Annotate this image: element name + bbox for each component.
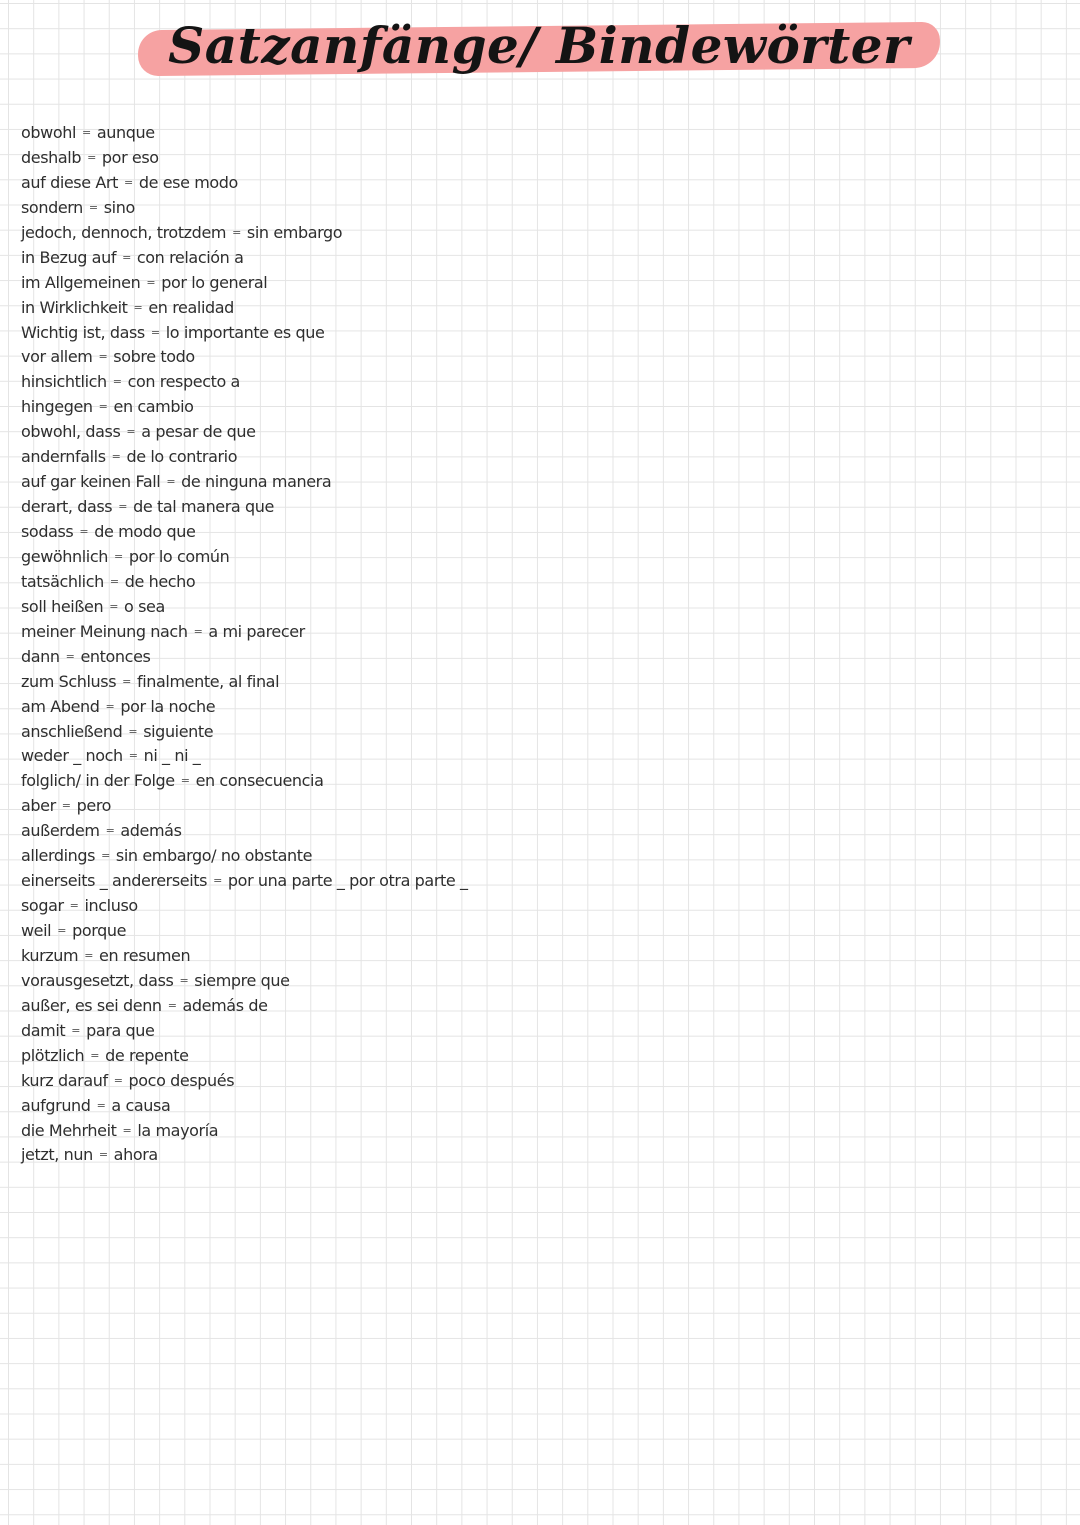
vocab-item bbox=[21, 296, 468, 321]
german-term: vor allem bbox=[21, 347, 93, 367]
spanish-term: además de bbox=[182, 995, 268, 1015]
vocab-item bbox=[21, 171, 468, 196]
spanish-term: en resumen bbox=[99, 945, 191, 965]
vocab-item bbox=[21, 819, 468, 844]
spanish-term: de tal manera que bbox=[133, 497, 274, 517]
vocab-item bbox=[21, 794, 468, 819]
equals-sign: = bbox=[82, 126, 91, 139]
vocab-item bbox=[21, 121, 468, 146]
spanish-term: ahora bbox=[113, 1145, 158, 1165]
equals-sign: = bbox=[114, 549, 123, 563]
spanish-term: por la noche bbox=[120, 696, 216, 716]
vocab-item bbox=[21, 1143, 468, 1168]
spanish-term: la mayoría bbox=[137, 1120, 219, 1140]
vocab-item bbox=[21, 445, 468, 470]
german-term: anschließend bbox=[21, 721, 123, 741]
spanish-term: o sea bbox=[124, 596, 165, 616]
vocabulary-list bbox=[21, 121, 468, 1168]
spanish-term: poco después bbox=[128, 1070, 235, 1090]
vocab-item bbox=[21, 1044, 468, 1069]
equals-sign: = bbox=[61, 799, 71, 813]
german-term: damit bbox=[21, 1020, 66, 1040]
german-term: außerdem bbox=[21, 821, 100, 841]
vocab-item bbox=[21, 944, 468, 969]
spanish-term: a pesar de que bbox=[141, 422, 256, 442]
german-term: derart, dass bbox=[21, 497, 113, 517]
vocab-item bbox=[21, 246, 468, 271]
title-text: Satzanfänge/ Bindewörter bbox=[168, 16, 910, 75]
german-term: aber bbox=[21, 796, 56, 816]
equals-sign: = bbox=[69, 899, 79, 913]
spanish-term: de repente bbox=[105, 1045, 189, 1065]
equals-sign: = bbox=[213, 874, 222, 888]
spanish-term: por una parte _ por otra parte _ bbox=[227, 871, 468, 891]
vocab-item bbox=[21, 969, 468, 994]
vocab-item bbox=[21, 769, 468, 794]
german-term: im Allgemeinen bbox=[21, 272, 141, 292]
german-term: sogar bbox=[21, 896, 64, 916]
equals-sign: = bbox=[88, 200, 98, 214]
equals-sign: = bbox=[166, 475, 176, 489]
equals-sign: = bbox=[98, 1148, 108, 1162]
equals-sign: = bbox=[111, 450, 121, 464]
spanish-term: finalmente, al final bbox=[137, 671, 280, 691]
equals-sign: = bbox=[109, 574, 119, 588]
vocab-item bbox=[21, 545, 468, 570]
vocab-item bbox=[21, 844, 468, 869]
equals-sign: = bbox=[118, 500, 128, 514]
german-term: obwohl, dass bbox=[21, 422, 121, 442]
german-term: am Abend bbox=[21, 696, 100, 716]
spanish-term: sin embargo bbox=[246, 222, 343, 242]
equals-sign: = bbox=[167, 998, 177, 1012]
german-term: zum Schluss bbox=[21, 671, 117, 691]
german-term: weder _ noch bbox=[21, 746, 123, 766]
german-term: sodass bbox=[21, 522, 74, 541]
spanish-term: además bbox=[120, 821, 182, 841]
equals-sign: = bbox=[113, 1073, 123, 1087]
spanish-term: incluso bbox=[84, 896, 138, 916]
spanish-term: a mi parecer bbox=[208, 621, 305, 641]
equals-sign: = bbox=[122, 674, 131, 688]
equals-sign: = bbox=[105, 699, 115, 713]
german-term: gewöhnlich bbox=[21, 546, 108, 566]
spanish-term: en realidad bbox=[148, 297, 234, 317]
german-term: kurz darauf bbox=[21, 1070, 108, 1090]
equals-sign: = bbox=[98, 350, 108, 364]
equals-sign: = bbox=[180, 774, 190, 788]
german-term: hinsichtlich bbox=[21, 372, 107, 392]
spanish-term: lo importante es que bbox=[165, 322, 325, 342]
equals-sign: = bbox=[122, 250, 131, 264]
german-term: jedoch, dennoch, trotzdem bbox=[21, 222, 227, 242]
german-term: sondern bbox=[21, 197, 83, 217]
page-title bbox=[138, 14, 940, 80]
spanish-term: aunque bbox=[96, 123, 155, 142]
vocab-item bbox=[21, 395, 468, 420]
german-term: weil bbox=[21, 921, 52, 940]
spanish-term: siempre que bbox=[194, 970, 290, 990]
spanish-term: siguiente bbox=[143, 721, 214, 741]
german-term: außer, es sei denn bbox=[21, 995, 162, 1015]
german-term: dann bbox=[21, 646, 60, 666]
vocab-item bbox=[21, 720, 468, 745]
equals-sign: = bbox=[193, 624, 203, 638]
spanish-term: sino bbox=[103, 197, 135, 217]
spanish-term: por eso bbox=[101, 147, 159, 167]
spanish-term: sobre todo bbox=[113, 347, 195, 367]
german-term: obwohl bbox=[21, 123, 77, 142]
equals-sign: = bbox=[123, 175, 133, 189]
german-term: aufgrund bbox=[21, 1095, 91, 1115]
equals-sign: = bbox=[146, 275, 156, 289]
vocab-item bbox=[21, 1094, 468, 1119]
equals-sign: = bbox=[84, 948, 94, 962]
spanish-term: en consecuencia bbox=[195, 771, 324, 791]
german-term: einerseits _ andererseits bbox=[21, 871, 208, 891]
equals-sign: = bbox=[79, 525, 89, 538]
equals-sign: = bbox=[126, 425, 136, 439]
vocab-item bbox=[21, 495, 468, 520]
vocab-item bbox=[21, 1019, 468, 1044]
german-term: allerdings bbox=[21, 846, 96, 866]
spanish-term: con relación a bbox=[136, 247, 244, 267]
equals-sign: = bbox=[128, 749, 138, 763]
german-term: in Wirklichkeit bbox=[21, 297, 128, 317]
equals-sign: = bbox=[87, 150, 96, 164]
equals-sign: = bbox=[90, 1048, 100, 1062]
german-term: kurzum bbox=[21, 945, 79, 965]
spanish-term: de ese modo bbox=[138, 172, 238, 192]
vocab-item bbox=[21, 894, 468, 919]
equals-sign: = bbox=[122, 1123, 132, 1137]
vocab-item bbox=[21, 994, 468, 1019]
spanish-term: entonces bbox=[80, 646, 151, 666]
vocab-item bbox=[21, 196, 468, 221]
german-term: tatsächlich bbox=[21, 571, 104, 591]
german-term: die Mehrheit bbox=[21, 1120, 117, 1140]
german-term: deshalb bbox=[21, 147, 82, 167]
equals-sign: = bbox=[105, 824, 115, 838]
vocab-item bbox=[21, 370, 468, 395]
german-term: Wichtig ist, dass bbox=[21, 322, 145, 342]
equals-sign: = bbox=[65, 649, 75, 663]
equals-sign: = bbox=[101, 849, 110, 863]
spanish-term: por lo común bbox=[128, 546, 230, 566]
equals-sign: = bbox=[57, 924, 67, 937]
vocab-item bbox=[21, 620, 468, 645]
equals-sign: = bbox=[109, 599, 119, 613]
vocab-item bbox=[21, 520, 468, 545]
vocab-item bbox=[21, 221, 468, 246]
equals-sign: = bbox=[71, 1023, 81, 1037]
equals-sign: = bbox=[98, 400, 108, 414]
german-term: meiner Meinung nach bbox=[21, 621, 188, 641]
vocab-item bbox=[21, 919, 468, 944]
spanish-term: ni _ ni _ bbox=[143, 746, 201, 766]
german-term: auf diese Art bbox=[21, 172, 118, 192]
german-term: plötzlich bbox=[21, 1045, 85, 1065]
german-term: andernfalls bbox=[21, 447, 106, 467]
spanish-term: en cambio bbox=[113, 397, 194, 417]
vocab-item bbox=[21, 744, 468, 769]
vocab-item bbox=[21, 1119, 468, 1144]
spanish-term: para que bbox=[86, 1020, 155, 1040]
equals-sign: = bbox=[96, 1098, 106, 1112]
german-term: in Bezug auf bbox=[21, 247, 117, 267]
equals-sign: = bbox=[150, 325, 160, 339]
vocab-item bbox=[21, 321, 468, 346]
german-term: folglich/ in der Folge bbox=[21, 771, 175, 791]
vocab-item bbox=[21, 420, 468, 445]
german-term: soll heißen bbox=[21, 596, 104, 616]
vocab-item bbox=[21, 595, 468, 620]
spanish-term: pero bbox=[76, 796, 112, 816]
vocab-item bbox=[21, 345, 468, 370]
spanish-term: de modo que bbox=[94, 522, 196, 541]
spanish-term: de ninguna manera bbox=[181, 472, 332, 492]
vocab-item bbox=[21, 570, 468, 595]
spanish-term: por lo general bbox=[161, 272, 268, 292]
equals-sign: = bbox=[232, 225, 241, 239]
german-term: hingegen bbox=[21, 397, 93, 417]
spanish-term: porque bbox=[72, 921, 127, 940]
vocab-item bbox=[21, 470, 468, 495]
equals-sign: = bbox=[179, 973, 189, 987]
vocab-item bbox=[21, 695, 468, 720]
german-term: vorausgesetzt, dass bbox=[21, 970, 174, 990]
german-term: auf gar keinen Fall bbox=[21, 472, 161, 492]
vocab-item bbox=[21, 271, 468, 296]
spanish-term: a causa bbox=[111, 1095, 171, 1115]
vocab-item bbox=[21, 670, 468, 695]
spanish-term: de lo contrario bbox=[126, 447, 238, 467]
vocab-item bbox=[21, 1069, 468, 1094]
vocab-item bbox=[21, 645, 468, 670]
vocab-item bbox=[21, 869, 468, 894]
equals-sign: = bbox=[128, 724, 138, 738]
spanish-term: con respecto a bbox=[127, 372, 240, 392]
spanish-term: sin embargo/ no obstante bbox=[115, 846, 313, 866]
equals-sign: = bbox=[133, 300, 143, 314]
german-term: jetzt, nun bbox=[21, 1145, 93, 1165]
vocab-item bbox=[21, 146, 468, 171]
equals-sign: = bbox=[112, 375, 122, 389]
spanish-term: de hecho bbox=[124, 571, 196, 591]
